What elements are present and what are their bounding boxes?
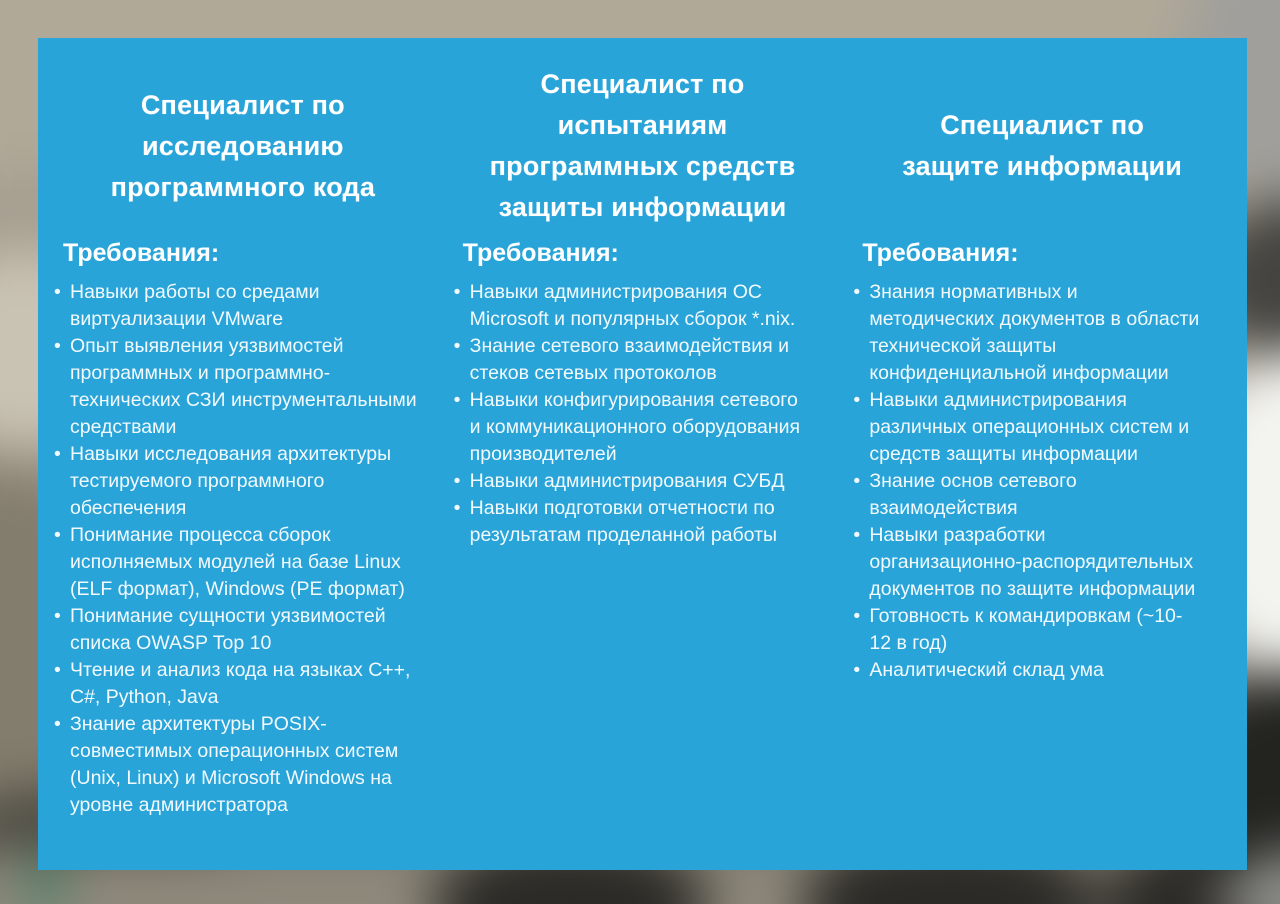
column-code-research-specialist [50, 56, 436, 870]
requirement-item: • Навыки администрирования ОС Microsoft и популярных сборок *.nix. [470, 279, 812, 333]
requirements-list [50, 279, 436, 819]
column-information-security-specialist [849, 56, 1235, 870]
column-title-line: Специалист по [540, 69, 745, 99]
column-title-line: защите информации [902, 151, 1183, 181]
requirement-item: • Навыки разработки организационно-распорядительных документов по защите информации [869, 522, 1199, 603]
requirements-heading: Требования: [462, 239, 619, 267]
requirement-item: • Опыт выявления уязвимостей программных и программно-технических СЗИ инструментальными средствами [70, 333, 436, 441]
requirements-heading: Требования: [63, 239, 220, 267]
requirement-item: • Знания нормативных и методических документов в области технической защиты конфиденциальной информации [869, 279, 1199, 387]
requirement-item: • Знание архитектуры POSIX-совместимых операционных систем (Unix, Linux) и Microsoft Windows на уровне администратора [70, 711, 436, 819]
requirement-item: • Понимание сущности уязвимостей списка OWASP Top 10 [70, 603, 436, 657]
requirement-item: • Навыки работы со средами виртуализации VMware [70, 279, 436, 333]
job-roles-panel [38, 38, 1247, 870]
column-title [849, 56, 1235, 236]
column-title-line: защиты информации [498, 192, 787, 222]
requirement-item: • Чтение и анализ кода на языках C++, C#, Python, Java [70, 657, 436, 711]
requirement-item: • Навыки исследования архитектуры тестируемого программного обеспечения [70, 441, 436, 522]
requirement-item: • Навыки конфигурирования сетевого и коммуникационного оборудования производителей [470, 387, 812, 468]
requirement-item: • Навыки подготовки отчетности по результатам проделанной работы [470, 495, 812, 549]
requirement-item: • Знание основ сетевого взаимодействия [869, 468, 1199, 522]
requirement-item: • Знание сетевого взаимодействия и стеков сетевых протоколов [470, 333, 812, 387]
column-title-line: испытаниям [557, 110, 728, 140]
requirements-list [450, 279, 812, 549]
requirement-item: • Понимание процесса сборок исполняемых модулей на базе Linux (ELF формат), Windows (PE формат) [70, 522, 436, 603]
requirement-item: • Аналитический склад ума [869, 657, 1199, 684]
requirements-list [849, 279, 1199, 684]
column-title-line: Специалист по [140, 89, 345, 120]
column-title-line: Специалист по [940, 110, 1145, 140]
column-title [50, 56, 436, 236]
column-title-line: программных средств [489, 151, 796, 181]
requirement-item: • Готовность к командировкам (~10-12 в год) [869, 603, 1199, 657]
column-testing-specialist [450, 56, 836, 870]
requirement-item: • Навыки администрирования различных операционных систем и средств защиты информации [869, 387, 1199, 468]
column-title [450, 56, 836, 236]
column-title-line: исследованию [141, 130, 344, 161]
column-title-line: программного кода [110, 171, 376, 202]
requirements-heading: Требования: [862, 239, 1019, 267]
requirement-item: • Навыки администрирования СУБД [470, 468, 812, 495]
